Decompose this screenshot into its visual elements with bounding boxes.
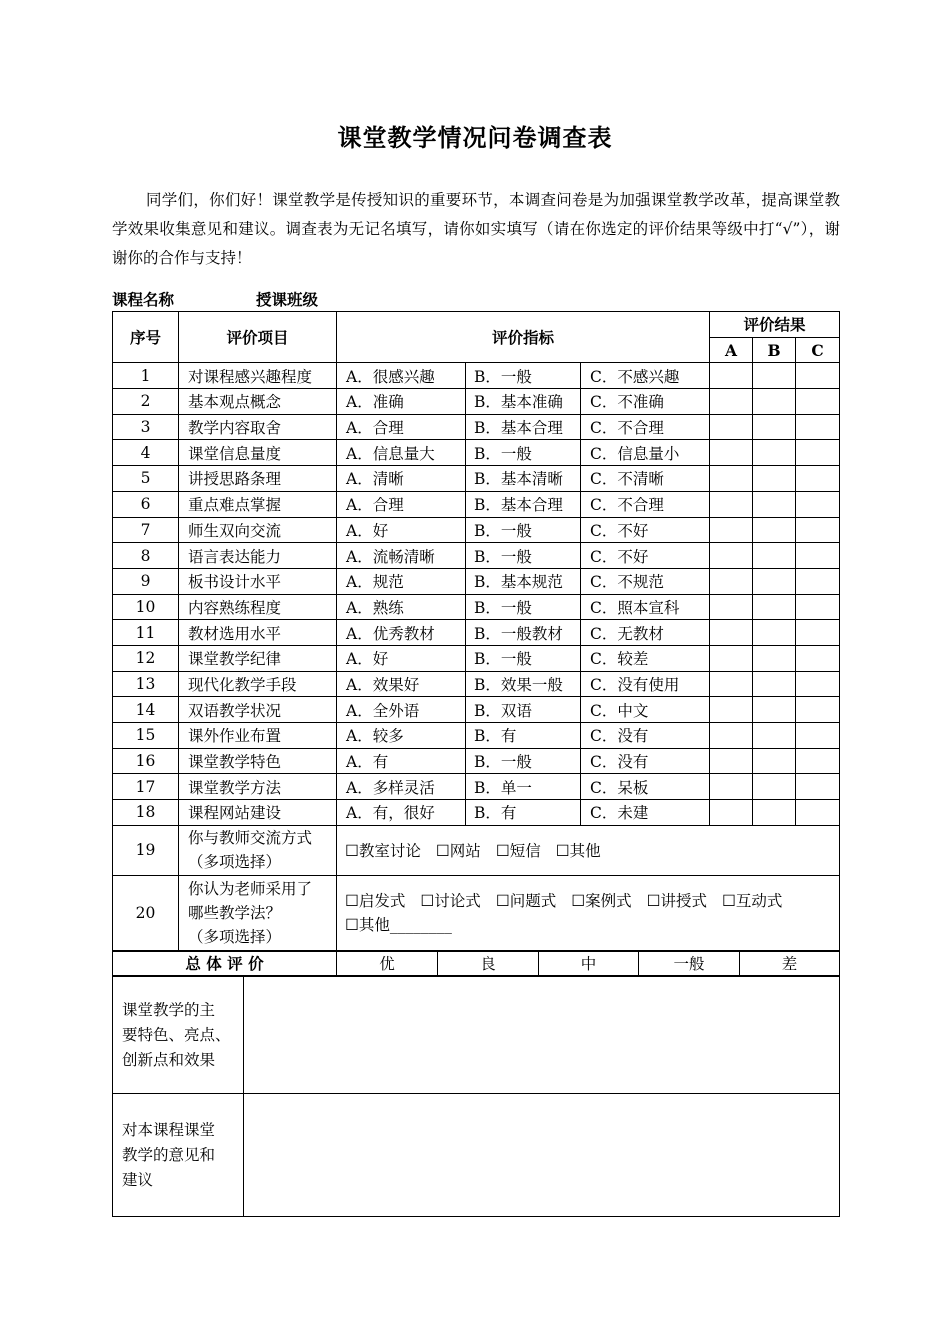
row-result-b[interactable]: [753, 440, 796, 466]
row-result-a[interactable]: [710, 517, 753, 543]
row-option-b: B．一般: [466, 363, 581, 389]
row-item: 讲授思路条理: [179, 466, 337, 492]
course-name-label: 课程名称: [112, 290, 175, 309]
row-result-b[interactable]: [753, 414, 796, 440]
table-row: [113, 748, 840, 774]
row-option-b: B．一般: [466, 748, 581, 774]
row-result-a[interactable]: [710, 620, 753, 646]
row-item: 教材选用水平: [179, 620, 337, 646]
row-result-c[interactable]: [796, 491, 840, 517]
header-row-1: [113, 312, 840, 338]
q20-option-case[interactable]: ☐案例式: [571, 892, 632, 911]
overall-label: 总 体 评 价: [113, 951, 337, 976]
q20-options: [337, 875, 840, 951]
features-label: [113, 977, 244, 1094]
row-result-b[interactable]: [753, 466, 796, 492]
row-index: 7: [113, 517, 179, 543]
row-index: 6: [113, 491, 179, 517]
suggestions-label-line2: 教学的意见和: [122, 1145, 216, 1164]
row-item: 课外作业布置: [179, 723, 337, 749]
table-row: [113, 517, 840, 543]
row-option-a: A．效果好: [337, 671, 466, 697]
row-item: 教学内容取舍: [179, 414, 337, 440]
row-option-a: A．规范: [337, 568, 466, 594]
row-option-b: B．基本合理: [466, 491, 581, 517]
row-option-b: B．有: [466, 800, 581, 826]
table-row: [113, 594, 840, 620]
row-result-c[interactable]: [796, 697, 840, 723]
row-result-a[interactable]: [710, 671, 753, 697]
features-label-line2: 要特色、亮点、: [122, 1025, 231, 1044]
class-label: 授课班级: [256, 290, 319, 309]
suggestions-label-line3: 建议: [122, 1170, 154, 1189]
row-option-b: B．基本合理: [466, 414, 581, 440]
q20-index: 20: [113, 875, 179, 951]
row-result-b[interactable]: [753, 363, 796, 389]
row-option-b: B．基本规范: [466, 568, 581, 594]
q20-option-heuristic[interactable]: ☐启发式: [345, 892, 406, 911]
header-indicator: 评价指标: [337, 312, 710, 363]
table-row: [113, 414, 840, 440]
row-result-b[interactable]: [753, 491, 796, 517]
header-result: 评价结果: [710, 312, 840, 338]
row-item: 基本观点概念: [179, 389, 337, 415]
row-option-a: A．熟练: [337, 594, 466, 620]
row-option-a: A．好: [337, 517, 466, 543]
row-index: 2: [113, 389, 179, 415]
row-option-a: A．较多: [337, 723, 466, 749]
q19-item-line2: （多项选择）: [188, 853, 282, 872]
header-index: 序号: [113, 312, 179, 363]
row-result-b[interactable]: [753, 697, 796, 723]
row-result-c[interactable]: [796, 671, 840, 697]
table-row: [113, 620, 840, 646]
row-result-b[interactable]: [753, 594, 796, 620]
row-option-c: C．信息量小: [581, 440, 710, 466]
overall-grade-fair[interactable]: 一般: [639, 951, 740, 976]
row-option-b: B．一般: [466, 440, 581, 466]
row-result-a[interactable]: [710, 363, 753, 389]
row-result-a[interactable]: [710, 389, 753, 415]
table-row: [113, 671, 840, 697]
row-option-c: C．不好: [581, 517, 710, 543]
q20-option-problem[interactable]: ☐问题式: [495, 892, 557, 911]
row-result-b[interactable]: [753, 748, 796, 774]
row-option-c: C．没有: [581, 723, 710, 749]
row-result-b[interactable]: [753, 620, 796, 646]
row-option-c: C．照本宣科: [581, 594, 710, 620]
row-item: 课堂教学纪律: [179, 645, 337, 671]
row-item: 课程网站建设: [179, 800, 337, 826]
q19-option-sms[interactable]: ☐短信: [495, 842, 541, 861]
row-item: 内容熟练程度: [179, 594, 337, 620]
row-option-a: A．有，很好: [337, 800, 466, 826]
row-index: 18: [113, 800, 179, 826]
q20-item-line3: （多项选择）: [188, 928, 282, 947]
suggestions-answer-area[interactable]: [244, 1094, 840, 1217]
row-result-c[interactable]: [796, 440, 840, 466]
q20-option-interactive[interactable]: ☐互动式: [722, 892, 783, 911]
q20-option-lecture[interactable]: ☐讲授式: [646, 892, 708, 911]
row-result-a[interactable]: [710, 723, 753, 749]
row-result-c[interactable]: [796, 594, 840, 620]
row-option-c: C．中文: [581, 697, 710, 723]
row-item: 现代化教学手段: [179, 671, 337, 697]
row-option-a: A．准确: [337, 389, 466, 415]
row-option-c: C．不准确: [581, 389, 710, 415]
table-row: [113, 723, 840, 749]
row-result-a[interactable]: [710, 414, 753, 440]
overall-grade-excellent[interactable]: 优: [337, 951, 438, 976]
row-option-a: A．优秀教材: [337, 620, 466, 646]
row-option-c: C．不合理: [581, 414, 710, 440]
row-result-c[interactable]: [796, 800, 840, 826]
row-option-a: A．很感兴趣: [337, 363, 466, 389]
q20-item-line2: 哪些教学法？: [188, 904, 282, 923]
overall-grade-medium[interactable]: 中: [539, 951, 639, 976]
row-result-a[interactable]: [710, 645, 753, 671]
q20-item-line1: 你认为老师采用了: [188, 880, 313, 899]
row-result-c[interactable]: [796, 568, 840, 594]
row-result-b[interactable]: [753, 645, 796, 671]
table-row: [113, 645, 840, 671]
row-option-a: A．全外语: [337, 697, 466, 723]
row-option-b: B．基本准确: [466, 389, 581, 415]
row-result-c[interactable]: [796, 517, 840, 543]
row-option-b: B．一般教材: [466, 620, 581, 646]
row-option-b: B．一般: [466, 594, 581, 620]
q19-options: [337, 825, 840, 875]
q19-item-line1: 你与教师交流方式: [188, 829, 313, 848]
row-option-b: B．一般: [466, 517, 581, 543]
row-option-b: B．基本清晰: [466, 466, 581, 492]
suggestions-row: [113, 1094, 840, 1217]
intro-paragraph: 同学们，你们好！课堂教学是传授知识的重要环节，本调查问卷是为加强课堂教学改革，提高课堂教学效果收集意见和建议。调查表为无记名填写，请你如实填写（请在你选定的评价结果等级中打“√”），谢谢你的合作与支持！: [112, 191, 840, 267]
row-result-c[interactable]: [796, 645, 840, 671]
features-row: [113, 977, 840, 1094]
row-option-b: B．一般: [466, 543, 581, 569]
row-option-c: C．没有: [581, 748, 710, 774]
row-item: 课堂教学特色: [179, 748, 337, 774]
row-option-a: A．流畅清晰: [337, 543, 466, 569]
features-label-line3: 创新点和效果: [122, 1050, 216, 1069]
row-option-b: B．有: [466, 723, 581, 749]
row-option-a: A．清晰: [337, 466, 466, 492]
row-option-a: A．信息量大: [337, 440, 466, 466]
row-index: 10: [113, 594, 179, 620]
row-result-b[interactable]: [753, 723, 796, 749]
row-result-a[interactable]: [710, 466, 753, 492]
row-index: 17: [113, 774, 179, 800]
row-option-c: C．不好: [581, 543, 710, 569]
row-index: 5: [113, 466, 179, 492]
q20-option-discussion[interactable]: ☐讨论式: [420, 892, 481, 911]
row-index: 15: [113, 723, 179, 749]
row-option-b: B．双语: [466, 697, 581, 723]
row-result-c[interactable]: [796, 543, 840, 569]
suggestions-label-line1: 对本课程课堂: [122, 1120, 216, 1139]
row-result-c[interactable]: [796, 748, 840, 774]
row-result-a[interactable]: [710, 440, 753, 466]
row-index: 14: [113, 697, 179, 723]
suggestions-label: [113, 1094, 244, 1217]
q20-option-other[interactable]: ☐其他________: [345, 916, 452, 935]
course-meta: [112, 288, 318, 310]
overall-evaluation-table: [112, 950, 840, 976]
row-result-a[interactable]: [710, 774, 753, 800]
features-answer-area[interactable]: [244, 977, 840, 1094]
q20-row: [113, 875, 840, 951]
q19-item: [179, 825, 337, 875]
row-result-a[interactable]: [710, 543, 753, 569]
row-item: 课堂信息量度: [179, 440, 337, 466]
row-option-a: A．合理: [337, 414, 466, 440]
row-result-b[interactable]: [753, 568, 796, 594]
row-result-a[interactable]: [710, 568, 753, 594]
row-option-a: A．合理: [337, 491, 466, 517]
row-result-c[interactable]: [796, 774, 840, 800]
row-index: 13: [113, 671, 179, 697]
row-option-c: C．不清晰: [581, 466, 710, 492]
row-index: 4: [113, 440, 179, 466]
q20-item: [179, 875, 337, 951]
row-result-c[interactable]: [796, 723, 840, 749]
page-title: 课堂教学情况问卷调查表: [337, 123, 613, 152]
table-row: [113, 491, 840, 517]
row-option-c: C．不合理: [581, 491, 710, 517]
row-option-b: B．单一: [466, 774, 581, 800]
row-result-b[interactable]: [753, 543, 796, 569]
table-row: [113, 389, 840, 415]
row-index: 9: [113, 568, 179, 594]
row-result-b[interactable]: [753, 389, 796, 415]
row-item: 师生双向交流: [179, 517, 337, 543]
features-label-line1: 课堂教学的主: [122, 1000, 216, 1019]
row-item: 对课程感兴趣程度: [179, 363, 337, 389]
row-option-b: B．一般: [466, 645, 581, 671]
q19-option-classroom[interactable]: ☐教室讨论: [345, 842, 421, 861]
table-row: [113, 543, 840, 569]
row-item: 双语教学状况: [179, 697, 337, 723]
overall-row: [113, 951, 840, 976]
row-result-c[interactable]: [796, 414, 840, 440]
table-row: [113, 774, 840, 800]
row-result-a[interactable]: [710, 594, 753, 620]
row-result-b[interactable]: [753, 774, 796, 800]
row-index: 1: [113, 363, 179, 389]
row-option-a: A．好: [337, 645, 466, 671]
row-result-c[interactable]: [796, 466, 840, 492]
header-item: 评价项目: [179, 312, 337, 363]
q19-row: [113, 825, 840, 875]
overall-grade-poor[interactable]: 差: [740, 951, 840, 976]
evaluation-table: [112, 311, 840, 952]
header-grade-a: A: [710, 337, 753, 363]
row-result-b[interactable]: [753, 517, 796, 543]
overall-grade-good[interactable]: 良: [438, 951, 539, 976]
header-grade-c: C: [796, 337, 840, 363]
table-row: [113, 466, 840, 492]
table-row: [113, 800, 840, 826]
row-index: 16: [113, 748, 179, 774]
q19-option-other[interactable]: ☐其他: [555, 842, 601, 861]
row-item: 课堂教学方法: [179, 774, 337, 800]
table-row: [113, 440, 840, 466]
row-option-a: A．有: [337, 748, 466, 774]
row-option-a: A．多样灵活: [337, 774, 466, 800]
row-result-c[interactable]: [796, 363, 840, 389]
row-result-b[interactable]: [753, 800, 796, 826]
row-option-c: C．较差: [581, 645, 710, 671]
q19-index: 19: [113, 825, 179, 875]
row-item: 重点难点掌握: [179, 491, 337, 517]
row-option-c: C．不感兴趣: [581, 363, 710, 389]
table-row: [113, 363, 840, 389]
header-grade-b: B: [753, 337, 796, 363]
row-item: 板书设计水平: [179, 568, 337, 594]
row-result-c[interactable]: [796, 620, 840, 646]
comment-table: [112, 976, 840, 1217]
q20-options-line1: [345, 889, 839, 913]
table-row: [113, 697, 840, 723]
row-result-b[interactable]: [753, 671, 796, 697]
table-row: [113, 568, 840, 594]
row-index: 8: [113, 543, 179, 569]
row-result-c[interactable]: [796, 389, 840, 415]
row-index: 12: [113, 645, 179, 671]
q19-option-website[interactable]: ☐网站: [435, 842, 481, 861]
row-result-a[interactable]: [710, 800, 753, 826]
row-option-c: C．没有使用: [581, 671, 710, 697]
row-option-b: B．效果一般: [466, 671, 581, 697]
row-option-c: C．未建: [581, 800, 710, 826]
row-index: 3: [113, 414, 179, 440]
row-result-a[interactable]: [710, 491, 753, 517]
row-result-a[interactable]: [710, 748, 753, 774]
row-result-a[interactable]: [710, 697, 753, 723]
row-option-c: C．不规范: [581, 568, 710, 594]
row-item: 语言表达能力: [179, 543, 337, 569]
row-index: 11: [113, 620, 179, 646]
row-option-c: C．无教材: [581, 620, 710, 646]
row-option-c: C．呆板: [581, 774, 710, 800]
